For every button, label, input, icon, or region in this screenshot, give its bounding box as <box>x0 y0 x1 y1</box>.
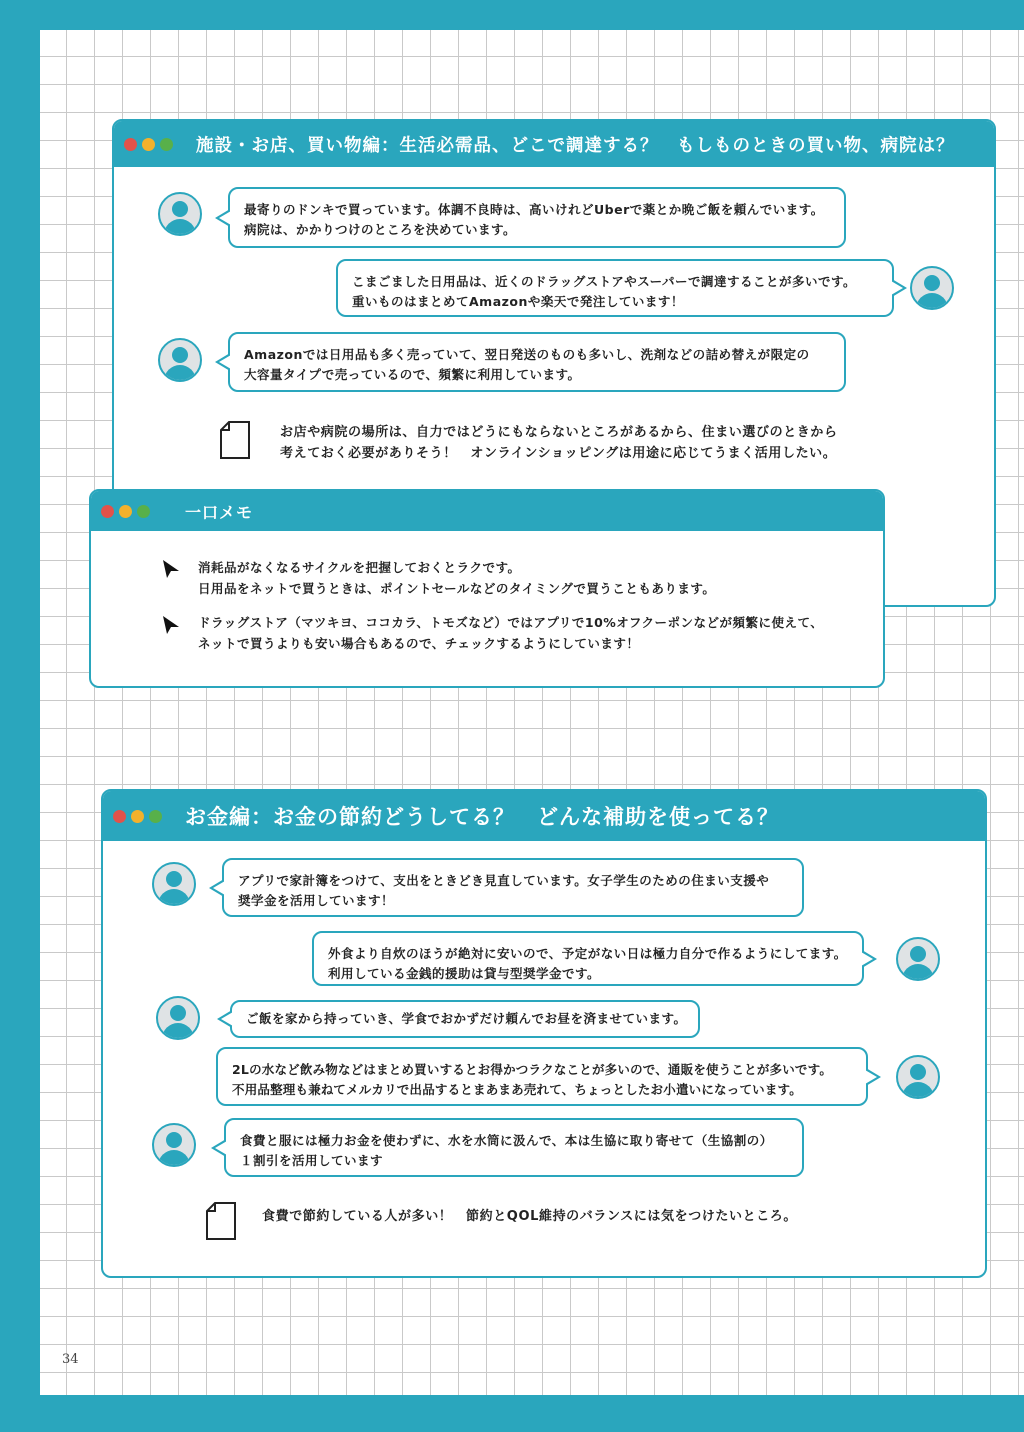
memo-line: 消耗品がなくなるサイクルを把握しておくとラクです。 <box>198 560 521 575</box>
memo-item <box>198 612 823 654</box>
memo-item <box>198 557 715 599</box>
minimize-dot-icon <box>119 505 132 518</box>
chat-bubble <box>230 1000 700 1038</box>
window-titlebar <box>114 121 994 167</box>
chat-line: 2Lの水など飲み物などはまとめ買いするとお得かつラクなことが多いので、通販を使うことが多いです。 <box>232 1062 833 1077</box>
chat-bubble <box>222 858 804 917</box>
chat-bubble <box>228 332 846 392</box>
close-dot-icon <box>101 505 114 518</box>
chat-bubble <box>336 259 894 317</box>
chat-bubble <box>224 1118 804 1177</box>
user-avatar-icon <box>152 1123 196 1167</box>
user-avatar-icon <box>910 266 954 310</box>
chat-line: 利用している金銭的援助は貸与型奨学金です。 <box>328 966 601 981</box>
memo-line: ドラッグストア（マツキヨ、ココカラ、トモズなど）ではアプリで10%オフクーポンなどが頻繁に使えて、 <box>198 615 824 630</box>
document-icon <box>220 421 250 459</box>
chat-line: 最寄りのドンキで買っています。体調不良時は、高いけれどUberで薬とか晩ご飯を頼んでいます。 <box>244 202 824 217</box>
chat-line: Amazonでは日用品も多く売っていて、翌日発送のものも多いし、洗剤などの詰め替えが限定の <box>244 347 810 362</box>
chat-line: こまごました日用品は、近くのドラッグストアやスーパーで調達することが多いです。 <box>352 274 857 289</box>
chat-line: 病院は、かかりつけのところを決めています。 <box>244 222 517 237</box>
chat-line: 奨学金を活用しています！ <box>238 893 395 908</box>
maximize-dot-icon <box>160 138 173 151</box>
chat-line: 外食より自炊のほうが絶対に安いので、予定がない日は極力自分で作るようにしてます。 <box>328 946 847 961</box>
chat-bubble <box>228 187 846 248</box>
user-avatar-icon <box>152 862 196 906</box>
section-note <box>262 1206 797 1227</box>
chat-line: アプリで家計簿をつけて、支出をときどき見直しています。女子学生のための住まい支援や <box>238 873 770 888</box>
chat-bubble <box>216 1047 868 1106</box>
chat-bubble <box>312 931 864 986</box>
window-titlebar <box>103 791 985 841</box>
document-icon <box>206 1202 236 1240</box>
chat-line: 食費と服には極力お金を使わずに、水を水筒に汲んで、本は生協に取り寄せて（生協割の） <box>240 1133 773 1148</box>
user-avatar-icon <box>156 996 200 1040</box>
section-note <box>280 422 838 464</box>
memo-title: 一口メモ <box>185 502 254 522</box>
pointer-arrow-icon <box>162 559 180 579</box>
user-avatar-icon <box>896 1055 940 1099</box>
maximize-dot-icon <box>149 810 162 823</box>
note-line: 考えておく必要がありそう！ オンラインショッピングは用途に応じてうまく活用したい。 <box>280 446 837 461</box>
memo-line: ネットで買うよりも安い場合もあるので、チェックするようにしています！ <box>198 636 640 651</box>
window-titlebar <box>91 491 883 531</box>
chat-line: 不用品整理も兼ねてメルカリで出品するとまあまあ売れて、ちょっとしたお小遣いになっています。 <box>232 1082 802 1097</box>
maximize-dot-icon <box>137 505 150 518</box>
note-line: お店や病院の場所は、自力ではどうにもならないところがあるから、住まい選びのときから <box>280 425 838 440</box>
user-avatar-icon <box>158 338 202 382</box>
section-title: 施設・お店、買い物編：生活必需品、どこで調達する？ もしものときの買い物、病院は？ <box>196 135 955 156</box>
user-avatar-icon <box>896 937 940 981</box>
minimize-dot-icon <box>142 138 155 151</box>
page-number: 34 <box>62 1352 79 1367</box>
chat-line: １割引を活用しています <box>240 1153 384 1168</box>
chat-line: 重いものはまとめてAmazonや楽天で発注しています！ <box>352 294 684 309</box>
chat-line: 大容量タイプで売っているので、頻繁に利用しています。 <box>244 367 581 382</box>
pointer-arrow-icon <box>162 615 180 635</box>
minimize-dot-icon <box>131 810 144 823</box>
user-avatar-icon <box>158 192 202 236</box>
chat-line: ご飯を家から持っていき、学食でおかずだけ頼んでお昼を済ませています。 <box>246 1011 687 1026</box>
close-dot-icon <box>113 810 126 823</box>
memo-line: 日用品をネットで買うときは、ポイントセールなどのタイミングで買うこともあります。 <box>198 581 716 596</box>
close-dot-icon <box>124 138 137 151</box>
note-line: 食費で節約している人が多い！ 節約とQOL維持のバランスには気をつけたいところ。 <box>262 1209 797 1224</box>
section-title: お金編：お金の節約どうしてる？ どんな補助を使ってる？ <box>185 805 779 829</box>
